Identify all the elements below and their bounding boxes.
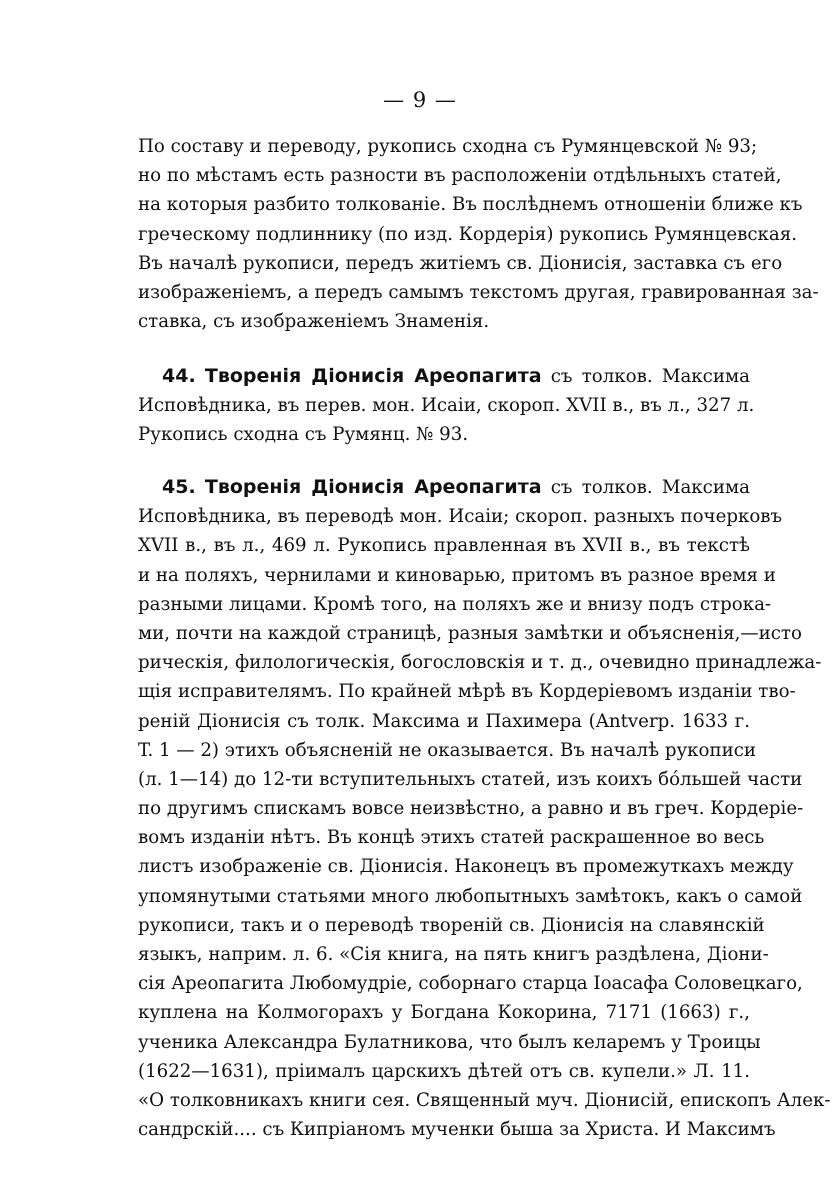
entry-number: 44.: [162, 365, 196, 387]
text-line: (1622—1631), пріималъ царскихъ дѣтей отъ св. купели.» Л. 11.: [138, 1060, 750, 1082]
text-line: Рукопись сходна съ Румянц. № 93.: [138, 424, 469, 446]
text-line: рукописи, такъ и о переводѣ твореній св. Діонисія на славянскій: [138, 914, 765, 936]
page-number: — 9 —: [383, 88, 457, 112]
text-line: греческому подлиннику (по изд. Кордерія) рукопись Румянцевская.: [138, 223, 798, 245]
text-line: ученика Александра Булатникова, что былъ келаремъ у Троицы: [138, 1031, 761, 1053]
text-line: по другимъ спискамъ вовсе неизвѣстно, а равно и въ греч. Кордеріе-: [138, 798, 804, 820]
text-line: По составу и переводу, рукопись сходна съ Румянцевской № 93;: [138, 136, 758, 157]
text-line: Исповѣдника, въ переводѣ мон. Исаіи; скороп. разныхъ почерковъ: [138, 506, 783, 528]
text-line: щія исправителямъ. По крайней мѣрѣ въ Кордеріевомъ изданіи тво-: [138, 681, 796, 703]
text-line: вомъ изданіи нѣтъ. Въ концѣ этихъ статей раскрашенное во весь: [138, 827, 765, 849]
text-line: упомянутыми статьями много любопытныхъ замѣтокъ, какъ о самой: [138, 885, 803, 907]
text-line: куплена на Колмогорахъ у Богдана Кокорина, 7171 (1663) г.,: [138, 1002, 750, 1024]
text-line: сандрскій.... съ Кипріаномъ мученки быша за Христа. И Максимъ: [138, 1119, 776, 1141]
text-line: Исповѣдника, въ перев. мон. Исаіи, скороп. XVII в., въ л., 327 л.: [138, 395, 755, 417]
text-line: изображеніемъ, а передъ самымъ текстомъ другая, гравированная за-: [138, 281, 819, 303]
entry-heading-line: [138, 473, 750, 502]
text-line: Въ началѣ рукописи, передъ житіемъ св. Діонисія, заставка съ его: [138, 252, 783, 274]
text-line: «О толковникахъ книги сея. Священный муч. Діонисій, епископъ Алек-: [138, 1089, 831, 1111]
text-line: разными лицами. Кромѣ того, на поляхъ же и внизу подъ строка-: [138, 593, 772, 615]
text-line: XVII в., въ л., 469 л. Рукопись правленная въ XVII в., въ текстѣ: [138, 535, 750, 557]
entry-number: 45.: [162, 476, 196, 498]
text-line: (л. 1—14) до 12-ти вступительныхъ статей, изъ коихъ бóльшей части: [138, 768, 803, 790]
entry-title: Творенія Діонисія Ареопагита: [204, 476, 542, 498]
text-line: ми, почти на каждой страницѣ, разныя замѣтки и объясненія,—исто: [138, 622, 802, 644]
entry-heading-rest: съ толков. Максима: [550, 366, 750, 387]
entry-title: Творенія Діонисія Ареопагита: [204, 365, 542, 387]
text-line: на которыя разбито толкованіе. Въ послѣднемъ отношеніи ближе къ: [138, 194, 803, 216]
catalog-entry-44: [138, 362, 755, 450]
text-line: T. 1 — 2) этихъ объясненій не оказывается. Въ началѣ рукописи: [138, 739, 757, 761]
text-line: рическія, филологическія, богословскія и т. д., очевидно принадлежа-: [138, 652, 822, 674]
entry-heading-rest: съ толков. Максима: [550, 477, 750, 498]
text-line: и на поляхъ, чернилами и киноварью, притомъ въ разное время и: [138, 564, 776, 586]
text-line: сія Ареопагита Любомудріе, соборнаго старца Іоасафа Соловецкаго,: [138, 973, 803, 995]
text-line: языкъ, наприм. л. 6. «Сія книга, на пять книгъ раздѣлена, Діони-: [138, 944, 769, 965]
entry-heading-line: [138, 362, 750, 391]
text-line: листъ изображеніе св. Діонисія. Наконецъ въ промежуткахъ между: [138, 856, 794, 878]
paragraph-continuation: [138, 132, 819, 336]
text-line: реній Діонисія съ толк. Максима и Пахимера (Antverp. 1633 г.: [138, 710, 750, 732]
catalog-entry-45: [138, 473, 831, 1144]
text-line: но по мѣстамъ есть разности въ расположеніи отдѣльныхъ статей,: [138, 165, 782, 187]
text-line: ставка, съ изображеніемъ Знаменія.: [138, 311, 490, 333]
